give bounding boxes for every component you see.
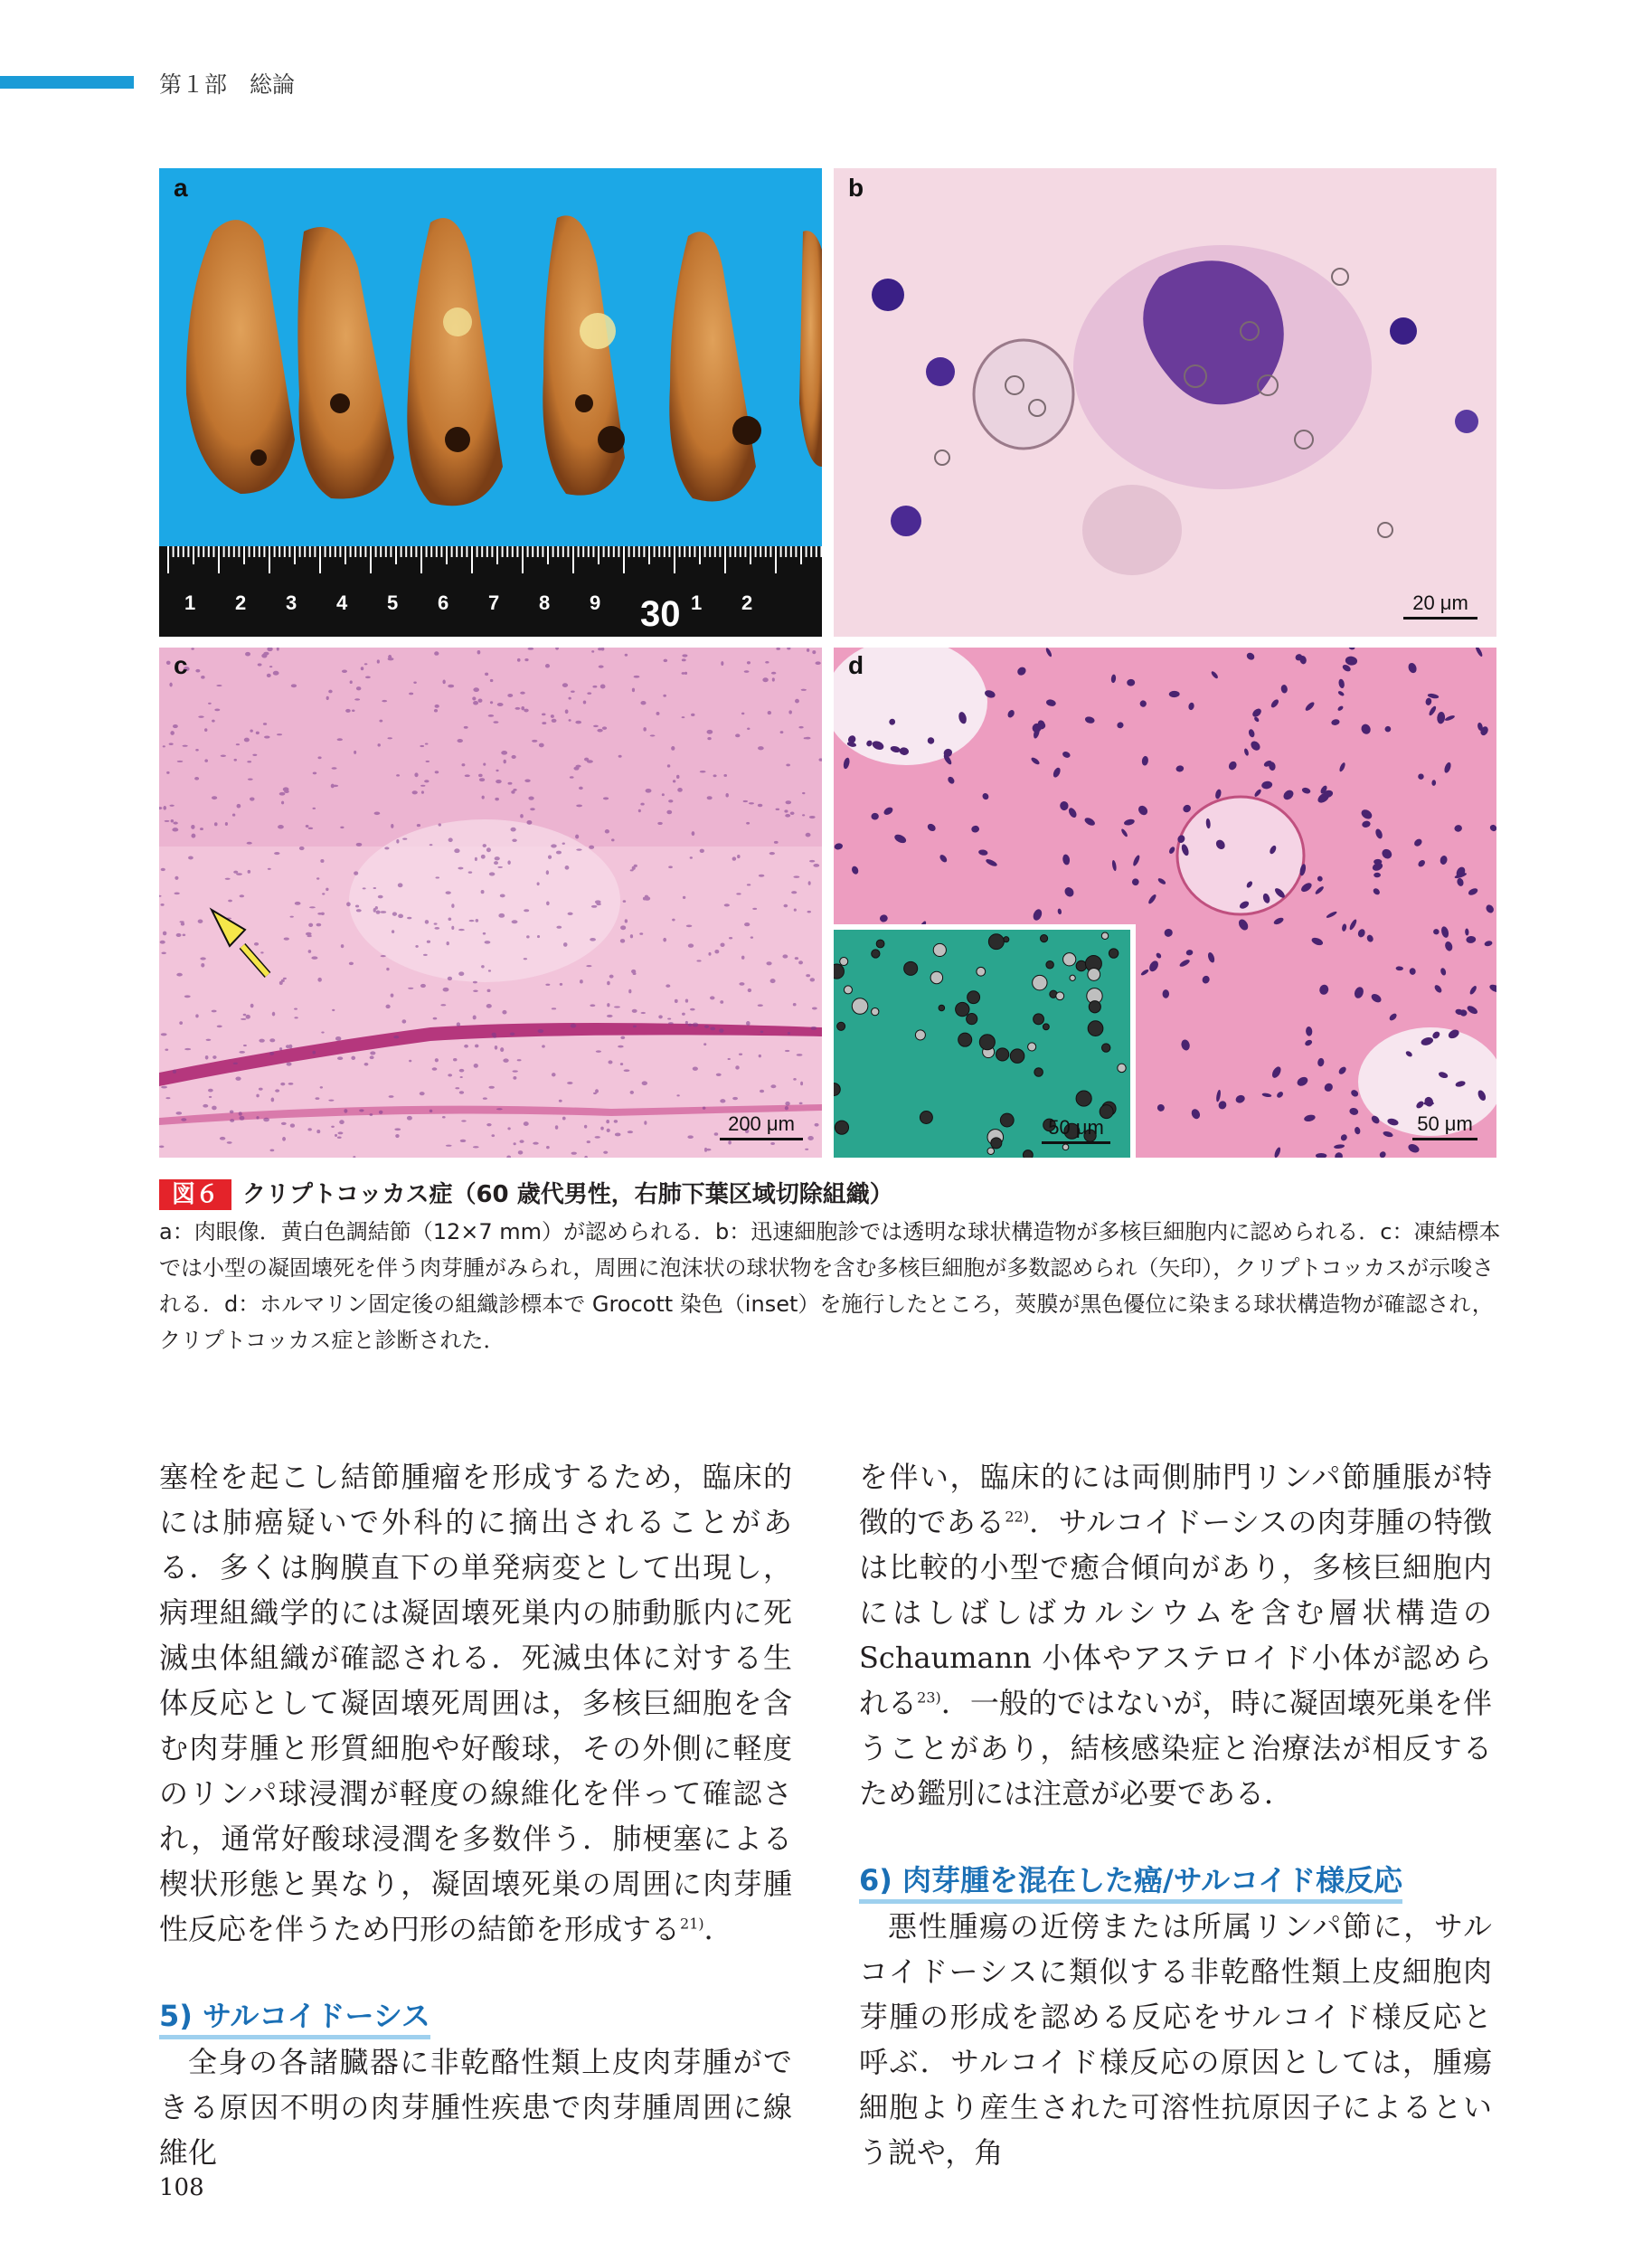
running-header: 第１部 総論 [159,71,296,98]
caption-title: クリプトコッカス症（60 歳代男性，右肺下葉区域切除組織） [242,1181,893,1208]
panel-c-scale-label: 200 μm [728,1112,795,1135]
page-number: 108 [159,2174,204,2201]
panel-b-scale-bar [1403,591,1477,620]
ruler-mark: 2 [235,591,247,614]
grocott-inset [834,924,1136,1158]
ruler-mark: 9 [590,591,601,614]
panel-d-label: d [848,651,864,679]
ruler-mark: 30 [640,594,681,634]
caption-body: a：肉眼像．黄白色調結節（12×7 mm）が認められる．b：迅速細胞診では透明な球状構造物が多核巨細胞内に認められる．c：凍結標本では小型の凝固壊死を伴う肉芽腫がみられ，周囲に泡沫状の球状物を含む多核巨細胞が多数認められ（矢印），クリプトコッカスが示唆される．d：ホルマリン固定後の組織診標本で Grocott 染色（inset）を施行したところ，莢膜が黒色優位に染まる球状構造物が確認され，クリプトコッカス症と診断された． [159,1219,1501,1353]
ruler [159,546,822,637]
ruler-mark: 7 [488,591,500,614]
figure-panel-c [159,648,822,1158]
citation: 23) [917,1689,941,1707]
left-column [159,1454,792,2175]
panel-a-label: a [174,174,188,202]
left-paragraph-2: 全身の各諸臓器に非乾酪性類上皮肉芽腫ができる原因不明の肉芽腫性疾患で肉芽腫周囲に線維化 [159,2045,792,2170]
panel-c-scale-bar [720,1112,803,1140]
citation: 22) [1005,1508,1029,1526]
figure-panel-d [834,648,1496,1158]
right-paragraph-2: 悪性腫瘍の近傍または所属リンパ節に，サルコイドーシスに類似する非乾酪性類上皮細胞肉芽腫の形成を認める反応をサルコイド様反応と呼ぶ．サルコイド様反応の原因としては，腫瘍細胞より産生された可溶性抗原因子によるという説や，角 [859,1909,1492,2170]
figure-tag: 図６ [159,1179,231,1210]
figure-panel-a [159,168,822,637]
figure-caption [159,1179,1506,1358]
ruler-mark: 1 [184,591,196,614]
ruler-mark: 4 [336,591,348,614]
ruler-mark: 2 [741,591,753,614]
inset-scale-bar [1042,1116,1110,1144]
ruler-mark: 5 [387,591,399,614]
panel-b-scale-label: 20 μm [1412,591,1468,614]
section-heading-6: 6) 肉芽腫を混在した癌/サルコイド様反応 [859,1861,1402,1904]
ruler-mark: 6 [438,591,449,614]
citation: 21) [680,1915,704,1933]
ruler-mark: 3 [286,591,297,614]
frozen-section-image [159,648,822,1158]
panel-c-label: c [174,651,188,679]
figure-panel-b [834,168,1496,637]
ruler-ticks [159,546,822,637]
section-heading-5: 5) サルコイドーシス [159,1997,430,2039]
caption-title-line [159,1179,1506,1210]
ruler-mark: 8 [539,591,551,614]
inset-scale-label: 50 μm [1048,1116,1104,1139]
cytology-image [834,168,1496,637]
panel-d-scale-bar [1412,1112,1477,1140]
ruler-mark: 1 [691,591,703,614]
right-paragraph-1: を伴い，臨床的には両側肺門リンパ節腫脹が特徴的である$^{22)}$．サルコイドーシスの肉芽腫の特徴は比較的小型で癒合傾向があり，多核巨細胞内にはしばしばカルシウムを含む層状構造の Schaumann 小体やアステロイド小体が認められる$^{23)}$．一般的ではないが，時に凝固壊死巣を伴うことがあり，結核感染症と治療法が相反するため鑑別には注意が必要である． [859,1460,1492,1811]
panel-b-label: b [848,174,864,202]
right-column [859,1454,1492,2175]
panel-d-scale-label: 50 μm [1417,1112,1473,1135]
left-paragraph-1: 塞栓を起こし結節腫瘤を形成するため，臨床的には肺癌疑いで外科的に摘出されることがある．多くは胸膜直下の単発病変として出現し，病理組織学的には凝固壊死巣内の肺動脈内に死滅虫体組織が確認される．死滅虫体に対する生体反応として凝固壊死周囲は，多核巨細胞を含む肉芽腫と形質細胞や好酸球，その外側に軽度のリンパ球浸潤が軽度の線維化を伴って確認され，通常好酸球浸潤を多数伴う．肺梗塞による楔状形態と異なり，凝固壊死巣の周囲に肉芽腫性反応を伴うため円形の結節を形成する$^{21)}$． [159,1460,792,1946]
header-accent-bar [0,76,134,89]
